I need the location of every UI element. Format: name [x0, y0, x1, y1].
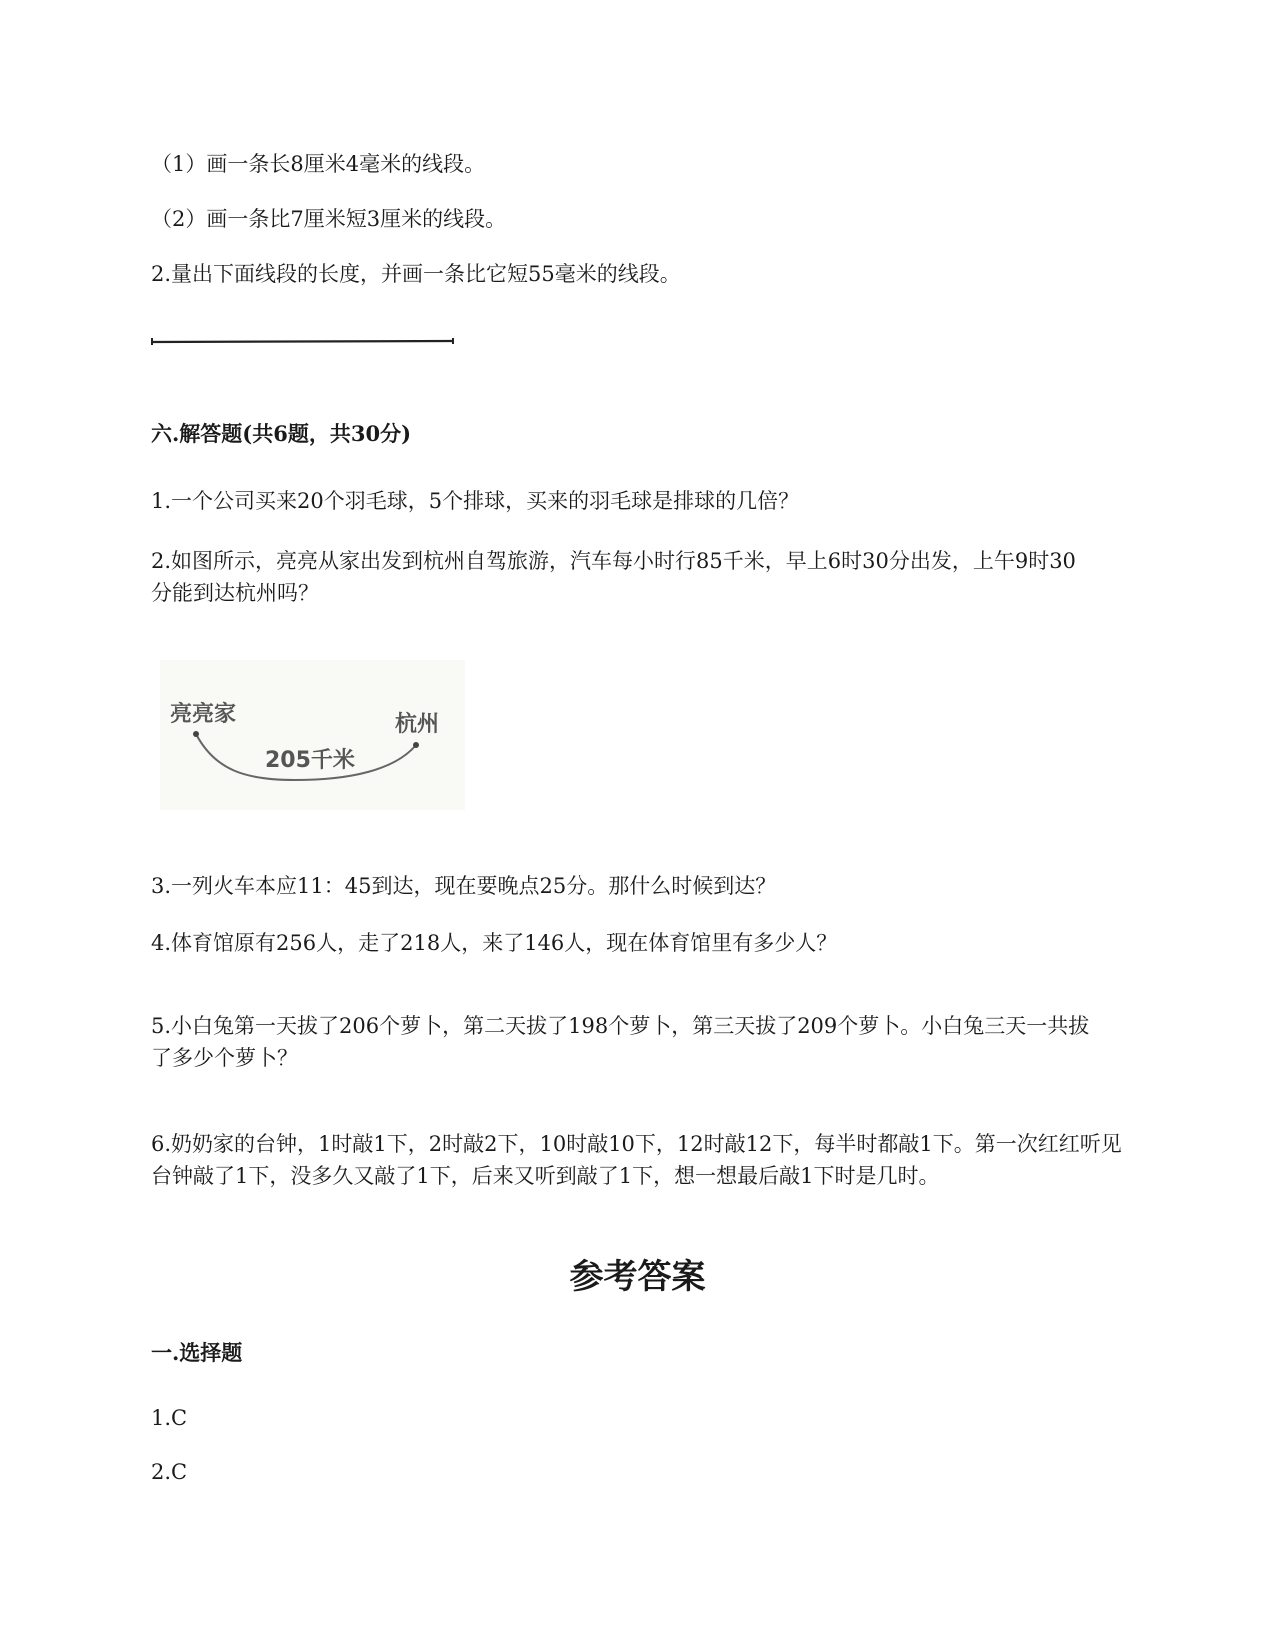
- drawing-task-item-1: （1）画一条长8厘米4毫米的线段。: [151, 152, 486, 176]
- section-6-heading: 六.解答题(共6题，共30分): [151, 421, 412, 446]
- answer-2: 2.C: [151, 1460, 188, 1484]
- question-1: 1.一个公司买来20个羽毛球，5个排球，买来的羽毛球是排球的几倍？: [151, 489, 800, 513]
- distance-label: 205千米: [265, 748, 355, 773]
- home-dot-icon: [193, 731, 199, 737]
- route-figure: [160, 660, 465, 810]
- home-label: 亮亮家: [170, 702, 237, 727]
- line-segment-to-measure: [151, 337, 455, 347]
- answers-section-1-heading: 一.选择题: [151, 1340, 243, 1365]
- measure-task-question: 2.量出下面线段的长度，并画一条比它短55毫米的线段。: [151, 262, 681, 286]
- question-4: 4.体育馆原有256人，走了218人，来了146人，现在体育馆里有多少人？: [151, 931, 838, 955]
- question-3: 3.一列火车本应11：45到达，现在要晚点25分。那什么时候到达？: [151, 874, 777, 898]
- answer-key-title: 参考答案: [569, 1257, 706, 1297]
- city-label: 杭州: [395, 712, 440, 737]
- question-5: 5.小白兔第一天拔了206个萝卜，第二天拔了198个萝卜，第三天拔了209个萝卜。小白兔三天一共拔了多少个萝卜？: [151, 1014, 1090, 1070]
- drawing-task-item-2: （2）画一条比7厘米短3厘米的线段。: [151, 207, 507, 231]
- answer-1: 1.C: [151, 1406, 188, 1430]
- city-dot-icon: [413, 742, 419, 748]
- question-2: 2.如图所示，亮亮从家出发到杭州自驾旅游，汽车每小时行85千米，早上6时30分出发，上午9时30分能到达杭州吗？: [151, 549, 1076, 605]
- question-6: 6.奶奶家的台钟，1时敲1下，2时敲2下，10时敲10下，12时敲12下，每半时都敲1下。第一次红红听见台钟敲了1下，没多久又敲了1下，后来又听到敲了1下，想一想最后敲1下时是几时。: [151, 1132, 1122, 1188]
